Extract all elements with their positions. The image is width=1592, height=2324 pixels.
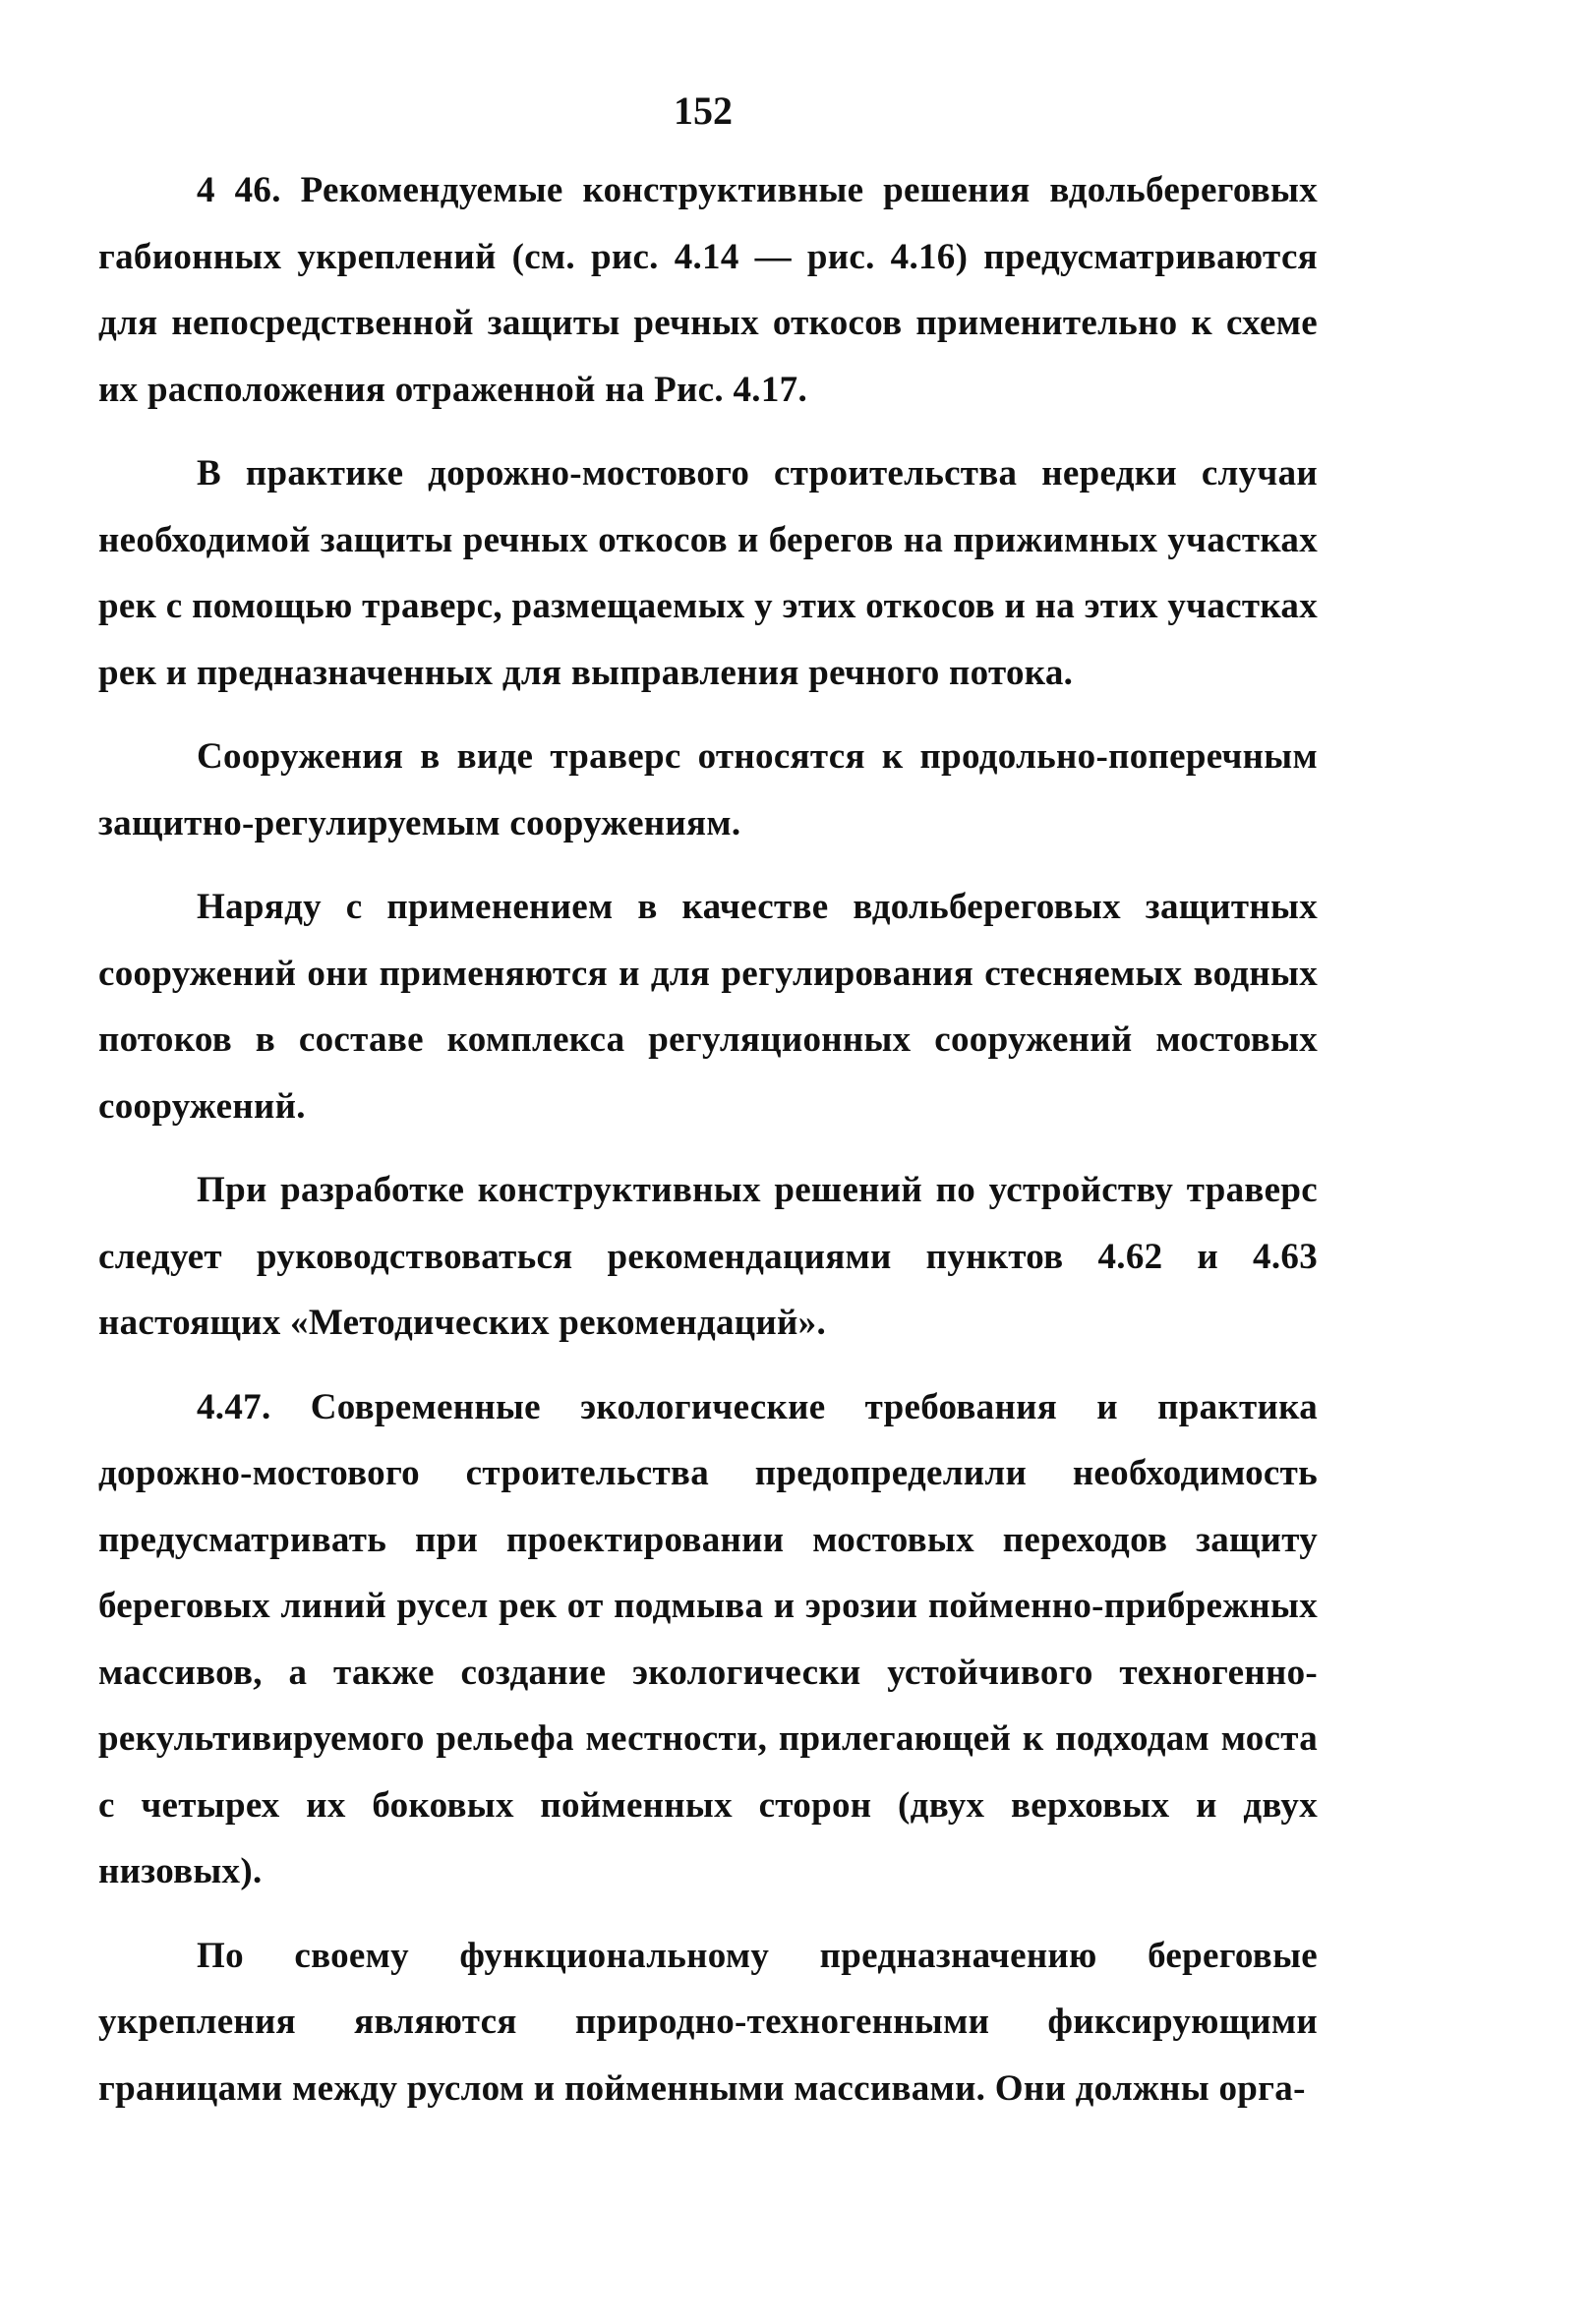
- paragraph-4-47: 4.47. Современные экологические требования и практика дорожно-мостового строительства предопределили необходимость предусматривать при проектировании мостовых переходов защиту береговых линий русел рек от подмыва и эрозии пойменно-прибрежных массивов, а также создание экологически устойчивого техногенно-рекультивируемого рельефа местности, прилегающей к подходам моста с четырех их боковых пойменных сторон (двух верховых и двух низовых).: [98, 1386, 1318, 1891]
- paragraph-traverse-classification: Сооружения в виде траверс относятся к продольно-поперечным защитно-регулируемым сооружениям.: [98, 736, 1318, 843]
- paragraph-functional-purpose: По своему функциональному предназначению береговые укрепления являются природно-техногенными фиксирующими границами между руслом и пойменными массивами. Они должны орга-: [98, 1935, 1318, 2109]
- body-text: [98, 157, 1318, 2139]
- page-number: 152: [674, 88, 733, 133]
- paragraph-4-46: 4 46. Рекомендуемые конструктивные решения вдольбереговых габионных укреплений (см. рис. 4.14 — рис. 4.16) предусматриваются для непосредственной защиты речных откосов применительно к схеме их расположения отраженной на Рис. 4.17.: [98, 170, 1318, 410]
- paragraph-traverse-application: Наряду с применением в качестве вдольбереговых защитных сооружений они применяются и для регулирования стесняемых водных потоков в составе комплекса регуляционных сооружений мостовых сооружений.: [98, 887, 1318, 1127]
- paragraph-design-recommendations: При разработке конструктивных решений по устройству траверс следует руководствоваться рекомендациями пунктов 4.62 и 4.63 настоящих «Методических рекомендаций».: [98, 1170, 1318, 1343]
- paragraph-traverse-practice: В практике дорожно-мостового строительства нередки случаи необходимой защиты речных откосов и берегов на прижимных участках рек с помощью траверс, размещаемых у этих откосов и на этих участках рек и предназначенных для выправления речного потока.: [98, 453, 1318, 693]
